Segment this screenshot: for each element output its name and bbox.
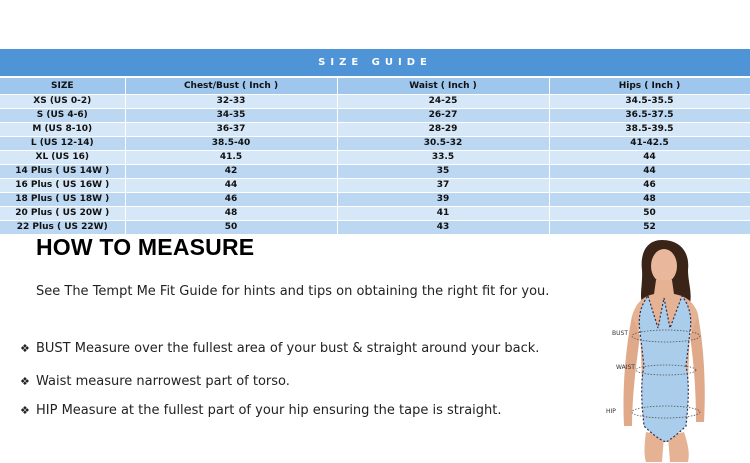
size-table-cell: 48 bbox=[125, 207, 337, 221]
size-table-header-cell: SIZE bbox=[0, 78, 125, 95]
size-table-row bbox=[0, 193, 750, 207]
size-table-row bbox=[0, 179, 750, 193]
size-table-row bbox=[0, 109, 750, 123]
size-table-header-cell: Hips ( Inch ) bbox=[549, 78, 750, 95]
model-swimsuit bbox=[639, 296, 690, 442]
size-table-cell: 44 bbox=[549, 165, 750, 179]
diamond-bullet-icon: ❖ bbox=[20, 375, 30, 388]
size-table-cell: 33.5 bbox=[337, 151, 549, 165]
bust-tip-text: BUST Measure over the fullest area of your bust & straight around your back. bbox=[36, 341, 540, 356]
size-table-cell: 30.5-32 bbox=[337, 137, 549, 151]
hip-tip bbox=[20, 403, 502, 418]
size-table-cell: 24-25 bbox=[337, 95, 549, 109]
size-table-cell: S (US 4-6) bbox=[0, 109, 125, 123]
bust-tip bbox=[20, 341, 539, 356]
model-measurement-figure bbox=[598, 236, 748, 462]
size-table-cell: 38.5-40 bbox=[125, 137, 337, 151]
diamond-bullet-icon: ❖ bbox=[20, 404, 30, 417]
size-table-cell: 38.5-39.5 bbox=[549, 123, 750, 137]
waist-tip-text: Waist measure narrowest part of torso. bbox=[36, 374, 290, 389]
size-table-cell: 50 bbox=[125, 221, 337, 235]
size-table-cell: 46 bbox=[125, 193, 337, 207]
size-table-cell: 34-35 bbox=[125, 109, 337, 123]
size-table-header-cell: Waist ( Inch ) bbox=[337, 78, 549, 95]
fit-guide-intro: See The Tempt Me Fit Guide for hints and tips on obtaining the right fit for you. bbox=[36, 284, 550, 299]
size-table-cell: 35 bbox=[337, 165, 549, 179]
size-table-row bbox=[0, 123, 750, 137]
size-table-cell: 34.5-35.5 bbox=[549, 95, 750, 109]
size-table-cell: 41.5 bbox=[125, 151, 337, 165]
size-table-cell: 32-33 bbox=[125, 95, 337, 109]
size-table-cell: 43 bbox=[337, 221, 549, 235]
size-table-cell: 46 bbox=[549, 179, 750, 193]
size-table-row bbox=[0, 207, 750, 221]
size-table-cell: 37 bbox=[337, 179, 549, 193]
size-guide-table bbox=[0, 78, 750, 235]
size-table-cell: 39 bbox=[337, 193, 549, 207]
size-table-cell: M (US 8-10) bbox=[0, 123, 125, 137]
size-table-cell: 41-42.5 bbox=[549, 137, 750, 151]
size-table-row bbox=[0, 137, 750, 151]
model-face bbox=[651, 249, 677, 283]
size-table-cell: 41 bbox=[337, 207, 549, 221]
waist-label: WAIST bbox=[616, 364, 635, 371]
bust-label: BUST bbox=[612, 330, 628, 337]
size-table-cell: 52 bbox=[549, 221, 750, 235]
size-table-cell: 18 Plus ( US 18W ) bbox=[0, 193, 125, 207]
size-table-cell: 22 Plus ( US 22W) bbox=[0, 221, 125, 235]
size-table-row bbox=[0, 151, 750, 165]
size-guide-title: SIZE GUIDE bbox=[0, 49, 750, 76]
size-table-cell: 36-37 bbox=[125, 123, 337, 137]
size-table-cell: 28-29 bbox=[337, 123, 549, 137]
how-to-measure-heading: HOW TO MEASURE bbox=[36, 234, 255, 260]
waist-tip bbox=[20, 374, 290, 389]
size-table-cell: 42 bbox=[125, 165, 337, 179]
size-table-row bbox=[0, 221, 750, 235]
size-table-row bbox=[0, 165, 750, 179]
size-table-cell: 48 bbox=[549, 193, 750, 207]
hip-tip-text: HIP Measure at the fullest part of your hip ensuring the tape is straight. bbox=[36, 403, 502, 418]
size-table-cell: XS (US 0-2) bbox=[0, 95, 125, 109]
size-table-cell: L (US 12-14) bbox=[0, 137, 125, 151]
size-table-cell: 16 Plus ( US 16W ) bbox=[0, 179, 125, 193]
size-table-cell: 44 bbox=[125, 179, 337, 193]
hip-label: HIP bbox=[606, 408, 616, 415]
size-table-cell: XL (US 16) bbox=[0, 151, 125, 165]
size-table-cell: 26-27 bbox=[337, 109, 549, 123]
size-table-row bbox=[0, 95, 750, 109]
size-table-header-cell: Chest/Bust ( Inch ) bbox=[125, 78, 337, 95]
diamond-bullet-icon: ❖ bbox=[20, 342, 30, 355]
size-table-cell: 20 Plus ( US 20W ) bbox=[0, 207, 125, 221]
size-table-cell: 50 bbox=[549, 207, 750, 221]
size-table-cell: 44 bbox=[549, 151, 750, 165]
size-table-cell: 36.5-37.5 bbox=[549, 109, 750, 123]
size-table-cell: 14 Plus ( US 14W ) bbox=[0, 165, 125, 179]
size-table-header-row bbox=[0, 78, 750, 95]
